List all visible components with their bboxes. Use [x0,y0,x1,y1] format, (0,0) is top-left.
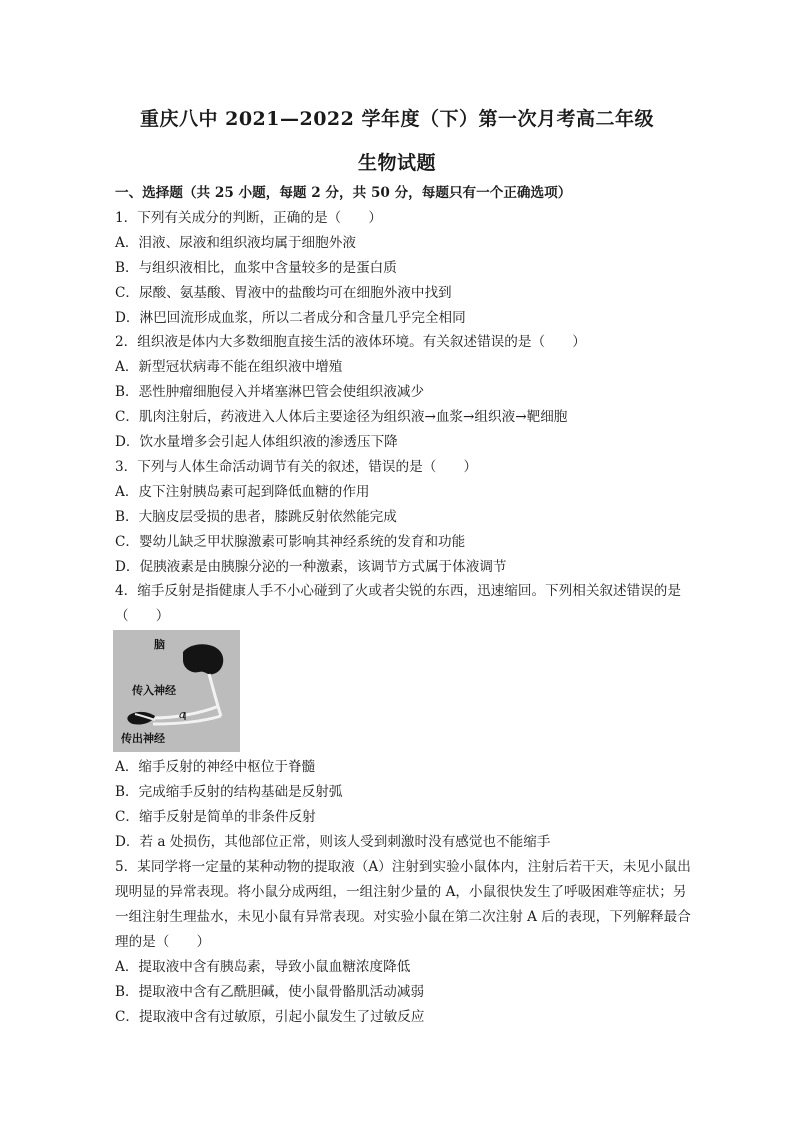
question-2-option-b: B．恶性肿瘤细胞侵入并堵塞淋巴管会使组织液减少 [115,384,425,400]
question-1-option-b: B．与组织液相比，血浆中含量较多的是蛋白质 [115,260,397,276]
question-5-stem: 5．某同学将一定量的某种动物的提取液（A）注射到实验小鼠体内，注射后若干天，未见小鼠出 [115,859,691,875]
question-3-option-d: D．促胰液素是由胰腺分泌的一种激素，该调节方式属于体液调节 [115,559,507,575]
question-3-option-c: C．婴幼儿缺乏甲状腺激素可影响其神经系统的发育和功能 [115,534,466,550]
question-5-option-a: A．提取液中含有胰岛素，导致小鼠血糖浓度降低 [115,959,411,975]
question-2-option-a: A．新型冠状病毒不能在组织液中增殖 [115,359,343,375]
question-2-stem: 2．组织液是体内大多数细胞直接生活的液体环境。有关叙述错误的是（ ） [115,334,586,350]
label-afferent-nerve: 传入神经 [132,684,176,697]
question-4-option-c: C．缩手反射是简单的非条件反射 [115,809,316,825]
exam-subtitle: 生物试题 [357,152,436,174]
reflex-arc-figure [113,630,240,752]
label-efferent-nerve: 传出神经 [121,732,165,745]
question-5-option-c: C．提取液中含有过敏原，引起小鼠发生了过敏反应 [115,1009,425,1025]
question-3-option-a: A．皮下注射胰岛素可起到降低血糖的作用 [115,484,370,500]
label-a: a [179,708,186,721]
question-2-option-d: D．饮水量增多会引起人体组织液的渗透压下降 [115,434,398,450]
exam-title: 重庆八中 2021—2022 学年度（下）第一次月考高二年级 [140,108,654,130]
label-brain: 脑 [154,638,165,651]
question-4-option-a: A．缩手反射的神经中枢位于脊髓 [115,759,316,775]
question-4-option-d: D．若 a 处损伤，其他部位正常，则该人受到刺激时没有感觉也不能缩手 [115,834,551,850]
question-5-stem-line-3: 一组注射生理盐水，未见小鼠有异常表现。对实验小鼠在第二次注射 A 后的表现，下列解释最合 [115,909,691,925]
section-heading: 一、选择题（共 25 小题，每题 2 分，共 50 分，每题只有一个正确选项） [115,185,572,201]
question-4-stem: 4．缩手反射是指健康人手不小心碰到了火或者尖锐的东西，迅速缩回。下列相关叙述错误的是 [115,583,681,599]
question-5-stem-line-2: 现明显的异常表现。将小鼠分成两组，一组注射少量的 A，小鼠很快发生了呼吸困难等症状；另 [115,884,687,900]
question-3-option-b: B．大脑皮层受损的患者，膝跳反射依然能完成 [115,509,397,525]
question-1-option-d: D．淋巴回流形成血浆，所以二者成分和含量几乎完全相同 [115,310,466,326]
question-4-option-b: B．完成缩手反射的结构基础是反射弧 [115,784,343,800]
question-4-stem-continued: （ ） [115,608,170,624]
question-5-option-b: B．提取液中含有乙酰胆碱，使小鼠骨骼肌活动减弱 [115,984,425,1000]
question-1-stem: 1．下列有关成分的判断，正确的是（ ） [115,210,382,226]
question-1-option-a: A．泪液、尿液和组织液均属于细胞外液 [115,235,356,251]
question-1-option-c: C．尿酸、氨基酸、胃液中的盐酸均可在细胞外液中找到 [115,285,452,301]
question-3-stem: 3．下列与人体生命活动调节有关的叙述，错误的是（ ） [115,459,478,475]
question-2-option-c: C．肌肉注射后，药液进入人体后主要途径为组织液→血浆→组织液→靶细胞 [115,409,568,425]
question-5-stem-line-4: 理的是（ ） [115,934,211,950]
